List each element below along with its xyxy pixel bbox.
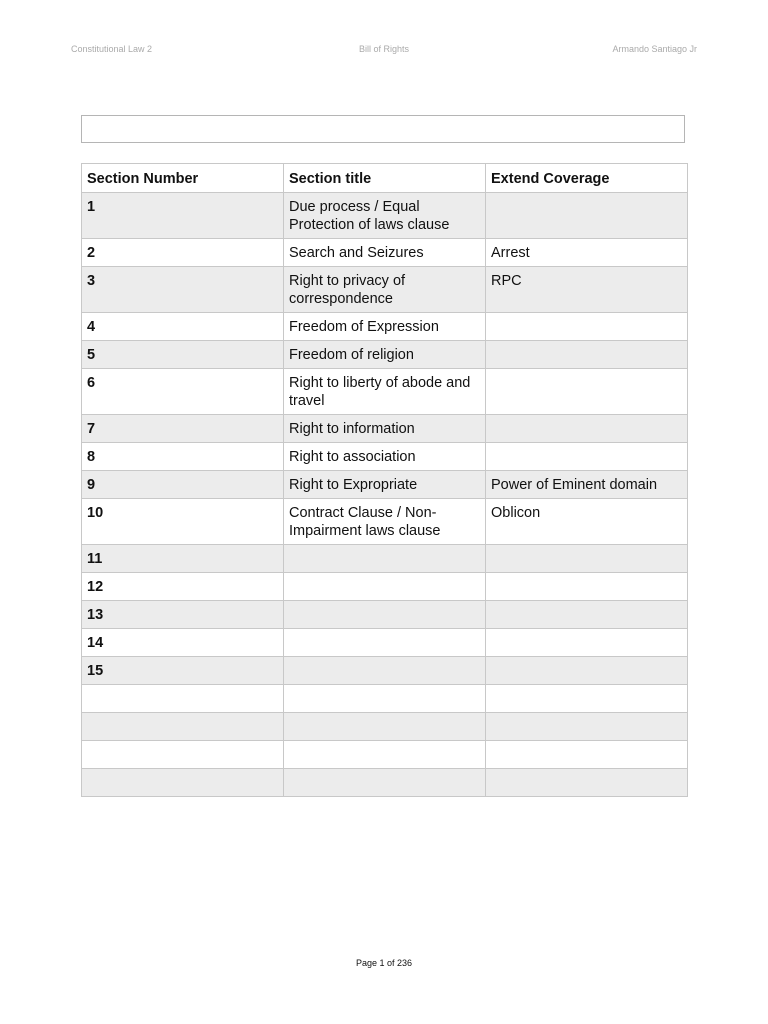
cell-section-title: Freedom of religion [284,341,486,369]
cell-extend-coverage: RPC [486,267,688,313]
cell-extend-coverage [486,741,688,769]
cell-section-title: Right to association [284,443,486,471]
cell-section-number: 2 [82,239,284,267]
cell-section-number: 7 [82,415,284,443]
sections-table [81,163,688,797]
cell-section-title [284,769,486,797]
cell-section-number: 9 [82,471,284,499]
cell-extend-coverage [486,629,688,657]
cell-section-number: 15 [82,657,284,685]
cell-extend-coverage [486,685,688,713]
cell-section-title: Right to privacy of correspondence [284,267,486,313]
cell-extend-coverage [486,313,688,341]
table-row [82,769,688,797]
table-row [82,573,688,601]
cell-section-title: Freedom of Expression [284,313,486,341]
table-row [82,741,688,769]
cell-section-title [284,545,486,573]
cell-section-title: Due process / Equal Protection of laws clause [284,193,486,239]
cell-extend-coverage [486,713,688,741]
cell-section-number [82,713,284,741]
cell-section-title: Right to liberty of abode and travel [284,369,486,415]
cell-section-title [284,629,486,657]
cell-extend-coverage: Oblicon [486,499,688,545]
cell-section-title [284,685,486,713]
table-row [82,415,688,443]
cell-extend-coverage: Arrest [486,239,688,267]
table-row [82,545,688,573]
cell-section-number: 1 [82,193,284,239]
header-document-title: Bill of Rights [358,44,410,54]
cell-extend-coverage [486,601,688,629]
table-row [82,341,688,369]
column-header-extend-coverage: Extend Coverage [486,164,688,193]
table-row [82,369,688,415]
cell-section-number: 6 [82,369,284,415]
cell-section-number: 11 [82,545,284,573]
table-row [82,267,688,313]
table-row [82,629,688,657]
cell-section-number: 3 [82,267,284,313]
table-row [82,239,688,267]
cell-section-title [284,741,486,769]
cell-section-number: 4 [82,313,284,341]
cell-section-title [284,601,486,629]
cell-section-title [284,713,486,741]
cell-extend-coverage [486,545,688,573]
cell-section-number: 8 [82,443,284,471]
cell-extend-coverage [486,415,688,443]
cell-section-title: Right to information [284,415,486,443]
cell-extend-coverage [486,341,688,369]
table-row [82,685,688,713]
page-number: Page 1 of 236 [355,958,413,968]
header-author: Armando Santiago Jr [612,44,697,54]
cell-section-number [82,769,284,797]
column-header-section-title: Section title [284,164,486,193]
cell-section-number: 14 [82,629,284,657]
cell-extend-coverage [486,443,688,471]
cell-section-number: 5 [82,341,284,369]
cell-section-number: 12 [82,573,284,601]
table-header-row [82,164,688,193]
header-course-title: Constitutional Law 2 [71,44,153,54]
table-row [82,499,688,545]
empty-title-box [81,115,685,143]
cell-section-number [82,741,284,769]
table-body [82,193,688,797]
table-row [82,713,688,741]
cell-extend-coverage [486,193,688,239]
cell-section-title: Right to Expropriate [284,471,486,499]
cell-extend-coverage [486,769,688,797]
cell-section-title [284,657,486,685]
table-row [82,313,688,341]
column-header-section-number: Section Number [82,164,284,193]
table-row [82,193,688,239]
cell-section-number: 13 [82,601,284,629]
table-row [82,443,688,471]
cell-section-title: Contract Clause / Non-Impairment laws clause [284,499,486,545]
cell-section-title: Search and Seizures [284,239,486,267]
cell-extend-coverage: Power of Eminent domain [486,471,688,499]
cell-extend-coverage [486,369,688,415]
cell-extend-coverage [486,657,688,685]
cell-section-number [82,685,284,713]
cell-extend-coverage [486,573,688,601]
page-header [71,44,697,58]
cell-section-number: 10 [82,499,284,545]
table-row [82,471,688,499]
table-row [82,657,688,685]
cell-section-title [284,573,486,601]
table-row [82,601,688,629]
